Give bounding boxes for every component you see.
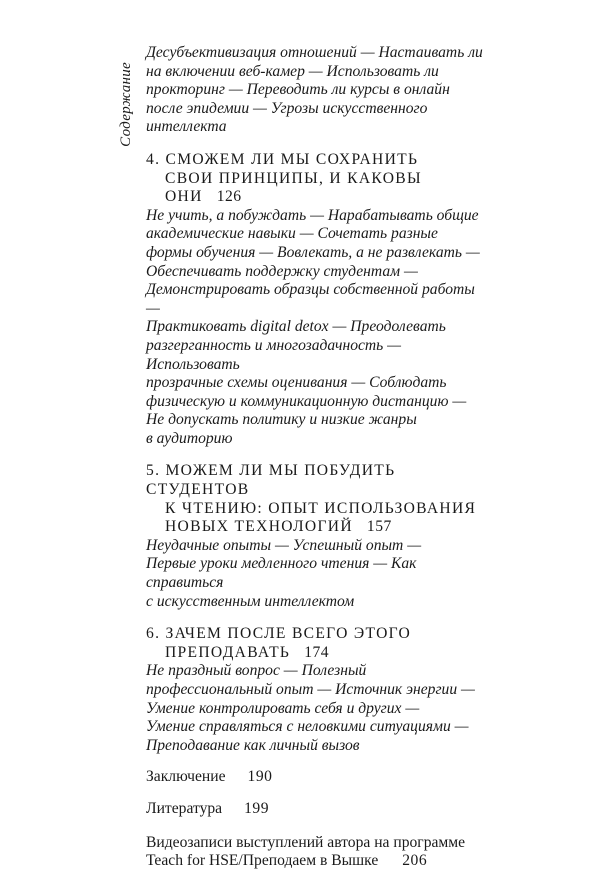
page-number: 190 xyxy=(247,768,273,786)
page-number: 126 xyxy=(216,188,242,206)
chapter-heading xyxy=(146,151,486,207)
toc-entry-videos xyxy=(146,834,486,871)
subtopic-line: физическую и коммуникационную дистанцию — xyxy=(146,392,467,410)
subtopic-line: профессиональный опыт — Источник энергии — xyxy=(146,681,475,698)
subtopic-line: Демонстрировать образцы собственной работы — xyxy=(146,281,475,317)
subtopic-line: интеллекта xyxy=(146,118,227,136)
subtopic-line: Первые уроки медленного чтения — Как справиться xyxy=(146,555,417,592)
subtopic-line: академические навыки — Сочетать разные xyxy=(146,225,438,243)
chapter-title-line: 4. СМОЖЕМ ЛИ МЫ СОХРАНИТЬ xyxy=(146,150,419,168)
chapter-6 xyxy=(146,625,486,755)
intro-continuation xyxy=(146,44,486,137)
subtopic-line: Десубъективизация отношений — Настаивать ли xyxy=(146,44,483,61)
entry-title: Заключение xyxy=(146,768,226,786)
toc-entry-literature xyxy=(146,800,486,819)
chapter-title-line: СВОИ ПРИНЦИПЫ, И КАКОВЫ ОНИ xyxy=(165,169,422,206)
toc-content xyxy=(146,44,486,871)
subtopic-line: Обеспечивать поддержку студентам — xyxy=(146,262,418,280)
subtopic-line: разгерганность и многозадачность — Использовать xyxy=(146,336,402,373)
subtopic-line: в аудиторию xyxy=(146,429,233,447)
chapter-heading xyxy=(146,625,486,662)
subtopic-line: после эпидемии — Угрозы искусственного xyxy=(146,99,428,117)
chapter-4 xyxy=(146,151,486,449)
subtopic-line: прозрачные схемы оценивания — Соблюдать xyxy=(146,374,447,392)
subtopic-line: Умение контролировать себя и других — xyxy=(146,699,420,717)
chapter-title-line: 6. ЗАЧЕМ ПОСЛЕ ВСЕГО ЭТОГО xyxy=(146,625,412,643)
chapter-title-line: К ЧТЕНИЮ: ОПЫТ ИСПОЛЬЗОВАНИЯ xyxy=(165,499,477,517)
entry-title: Видеозаписи выступлений автора на программе xyxy=(146,833,466,851)
chapter-5 xyxy=(146,462,486,611)
subtopic-line: Неудачные опыты — Успешный опыт — xyxy=(146,536,422,554)
page-number: 157 xyxy=(366,518,392,536)
page-number: 174 xyxy=(304,643,330,661)
subtopic-line: формы обучения — Вовлекать, а не развлекать — xyxy=(146,243,480,261)
subtopic-line: Умение справляться с неловкими ситуациями — xyxy=(146,718,469,736)
chapter-title-line: ПРЕПОДАВАТЬ xyxy=(165,643,291,661)
chapter-title-line: 5. МОЖЕМ ЛИ МЫ ПОБУДИТЬ СТУДЕНТОВ xyxy=(146,462,396,499)
subtopic-line: прокторинг — Переводить ли курсы в онлайн xyxy=(146,81,450,99)
subtopic-line: Практиковать digital detox — Преодолевать xyxy=(146,318,446,336)
subtopic-line: на включении веб-камер — Использовать ли xyxy=(146,62,439,80)
page-number: 206 xyxy=(402,852,428,870)
entry-title: Литература xyxy=(146,799,223,817)
chapter-heading xyxy=(146,462,486,536)
subtopic-line: Преподавание как личный вызов xyxy=(146,736,360,754)
toc-entry-conclusion xyxy=(146,768,486,787)
subtopic-line: с искусственным интеллектом xyxy=(146,592,355,610)
subtopic-line: Не учить, а побуждать — Нарабатывать общие xyxy=(146,206,479,224)
chapter-title-line: НОВЫХ ТЕХНОЛОГИЙ xyxy=(165,518,353,536)
subtopic-line: Не допускать политику и низкие жанры xyxy=(146,411,417,429)
running-head: Содержание xyxy=(118,62,134,147)
subtopic-line: Не праздный вопрос — Полезный xyxy=(146,662,367,680)
page-number: 199 xyxy=(244,799,269,817)
entry-title: Teach for HSE/Преподаем в Вышке xyxy=(146,852,379,870)
